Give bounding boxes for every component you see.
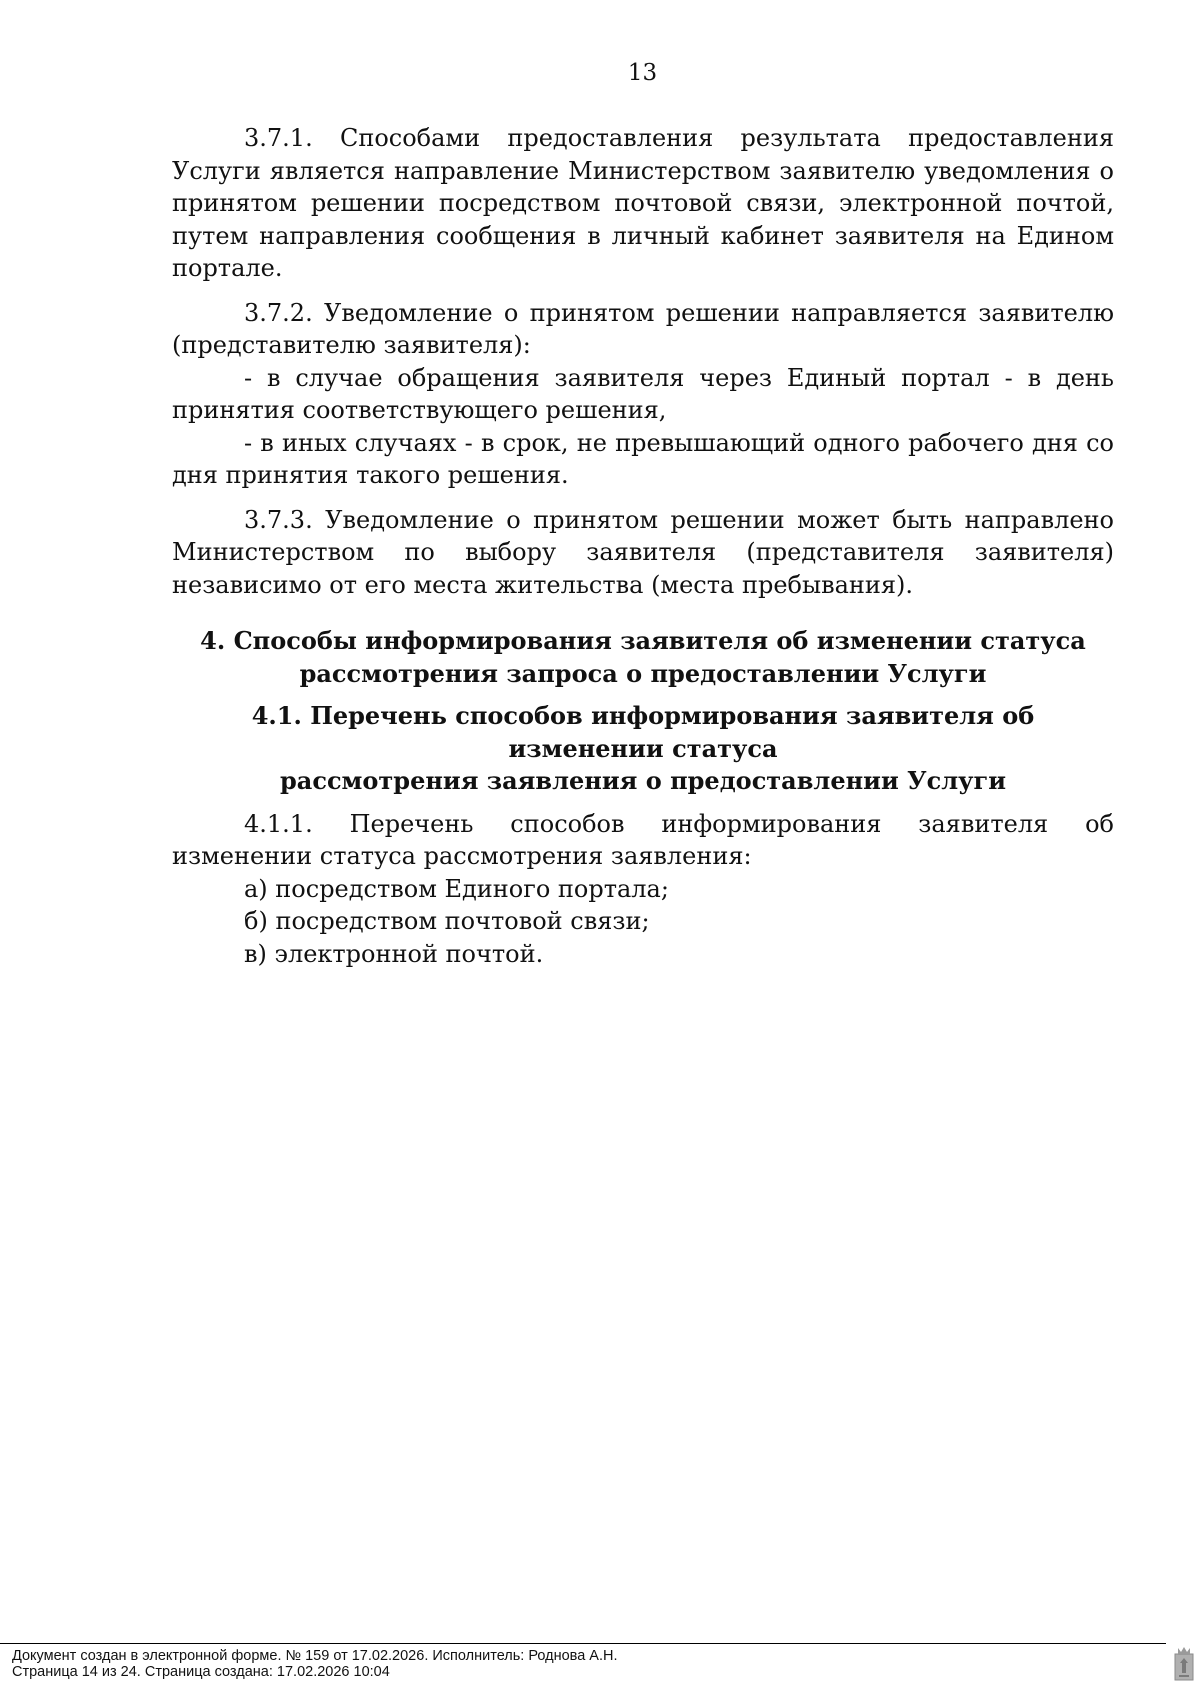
- list-item: в) электронной почтой.: [244, 939, 544, 968]
- paragraph-3-7-2-item-2: - в иных случаях - в срок, не превышающий одного рабочего дня со дня принятия такого решения.: [172, 428, 1114, 489]
- section-4-heading-line-2: рассмотрения запроса о предоставлении Услуги: [299, 658, 987, 688]
- footer: [12, 1648, 618, 1680]
- document-body: [172, 122, 1114, 970]
- page-number: 13: [627, 60, 658, 86]
- paragraph-3-7-2-item-1: - в случае обращения заявителя через Единый портал - в день принятия соответствующего решения,: [172, 363, 1114, 424]
- emblem-icon: [1174, 1646, 1194, 1682]
- footer-divider: [0, 1643, 1166, 1644]
- paragraph-3-7-2: 3.7.2. Уведомление о принятом решении направляется заявителю (представителю заявителя):: [172, 298, 1114, 359]
- section-4-1-heading: [172, 700, 1114, 798]
- section-4-heading: [172, 625, 1114, 690]
- footer-page-info: Страница 14 из 24. Страница создана: 17.02.2026 10:04: [12, 1664, 390, 1680]
- paragraph-3-7-3: 3.7.3. Уведомление о принятом решении может быть направлено Министерством по выбору заявителя (представителя заявителя) независимо от его места жительства (места пребывания).: [172, 505, 1114, 599]
- list-item: а) посредством Единого портала;: [244, 874, 669, 903]
- section-4-heading-line-1: 4. Способы информирования заявителя об изменении статуса: [200, 626, 1086, 655]
- footer-document-info: Документ создан в электронной форме. № 159 от 17.02.2026. Исполнитель: Роднова А.Н.: [12, 1648, 618, 1664]
- paragraph-3-7-1: 3.7.1. Способами предоставления результата предоставления Услуги является направление Министерством заявителю уведомления о принятом решении посредством почтовой связи, электронной почтой, путем направления сообщения в личный кабинет заявителя на Едином портале.: [172, 124, 1114, 282]
- list-item: б) посредством почтовой связи;: [244, 907, 650, 935]
- paragraph-4-1-1: 4.1.1. Перечень способов информирования заявителя об изменении статуса рассмотрения заявления:: [172, 809, 1114, 870]
- section-4-1-heading-line-2: рассмотрения заявления о предоставлении Услуги: [280, 766, 1006, 795]
- section-4-1-heading-line-1: 4.1. Перечень способов информирования заявителя об изменении статуса: [251, 701, 1035, 763]
